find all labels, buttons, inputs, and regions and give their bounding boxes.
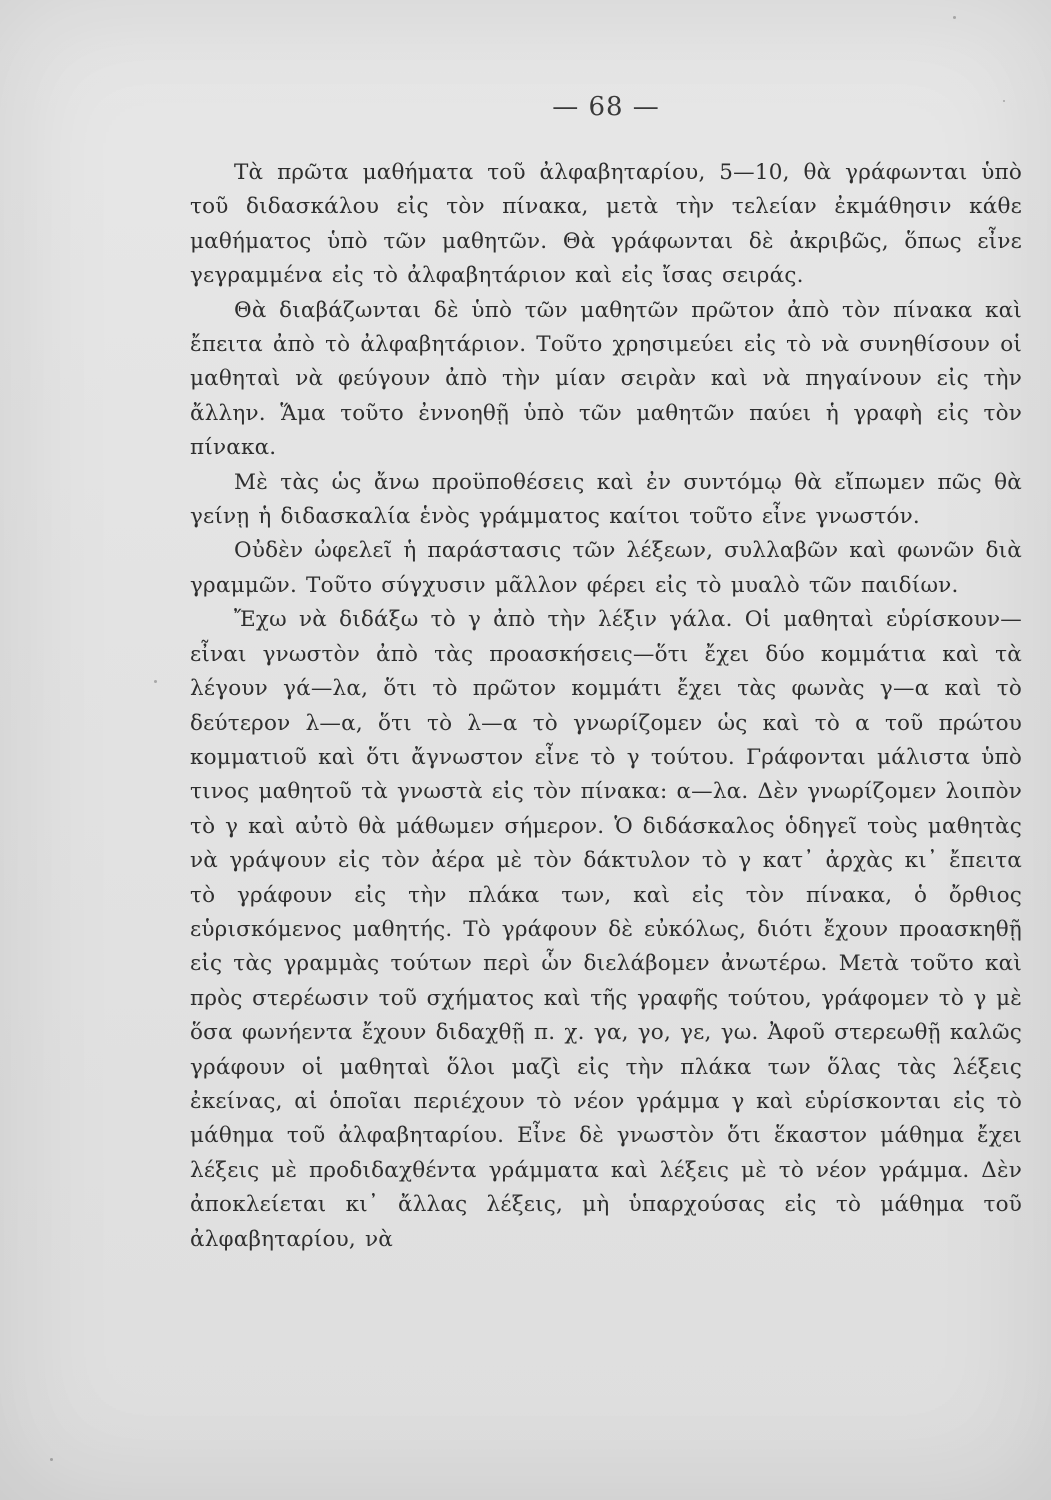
paragraph: Θὰ διαβάζωνται δὲ ὑπὸ τῶν μαθητῶν πρῶτον ἀπὸ τὸν πίνακα καὶ ἔπειτα ἀπὸ τὸ ἀλφαβητάριον. Τοῦτο χρησιμεύει εἰς τὸ νὰ συνηθίσουν οἱ μαθηταὶ νὰ φεύγουν ἀπὸ τὴν μίαν σειρὰν καὶ νὰ πηγαίνουν εἰς τὴν ἄλλην. Ἅμα τοῦτο ἐννοηθῇ ὑπὸ τῶν μαθητῶν παύει ἡ γραφὴ εἰς τὸν πίνακα. [190, 297, 1022, 461]
paragraph: Τὰ πρῶτα μαθήματα τοῦ ἀλφαβηταρίου, 5—10, θὰ γράφωνται ὑπὸ τοῦ διδασκάλου εἰς τὸν πίνακα, μετὰ τὴν τελείαν ἐκμάθησιν κάθε μαθήματος ὑπὸ τῶν μαθητῶν. Θὰ γράφωνται δὲ ἀκριβῶς, ὅπως εἶνε γεγραμμένα εἰς τὸ ἀλφαβητάριον καὶ εἰς ἴσας σειράς. [190, 160, 1022, 289]
page-body [190, 156, 1022, 1257]
paper-speck [154, 680, 157, 683]
paragraph: Μὲ τὰς ὡς ἄνω προϋποθέσεις καὶ ἐν συντόμῳ θὰ εἴπωμεν πῶς θὰ γείνῃ ἡ διδασκαλία ἑνὸς γράμματος καίτοι τοῦτο εἶνε γνωστόν. [190, 469, 1022, 530]
paragraph: Ἔχω νὰ διδάξω τὸ γ ἀπὸ τὴν λέξιν γάλα. Οἱ μαθηταὶ εὑρίσκουν—εἶναι γνωστὸν ἀπὸ τὰς προασκήσεις—ὅτι ἔχει δύο κομμάτια καὶ τὰ λέγουν γά—λα, ὅτι τὸ πρῶτον κομμάτι ἔχει τὰς φωνὰς γ—α καὶ τὸ δεύτερον λ—α, ὅτι τὸ λ—α τὸ γνωρίζομεν ὡς καὶ τὸ α τοῦ πρώτου κομματιοῦ καὶ ὅτι ἄγνωστον εἶνε τὸ γ τούτου. Γράφονται μάλιστα ὑπὸ τινος μαθητοῦ τὰ γνωστὰ εἰς τὸν πίνακα: α—λα. Δὲν γνωρίζομεν λοιπὸν τὸ γ καὶ αὐτὸ θὰ μάθωμεν σήμερον. Ὁ διδάσκαλος ὁδηγεῖ τοὺς μαθητὰς νὰ γράψουν εἰς τὸν ἀέρα μὲ τὸν δάκτυλον τὸ γ κατ᾽ ἀρχὰς κι᾽ ἔπειτα τὸ γράφουν εἰς τὴν πλάκα των, καὶ εἰς τὸν πίνακα, ὁ ὄρθιος εὑρισκόμενος μαθητής. Τὸ γράφουν δὲ εὐκόλως, διότι ἔχουν προασκηθῇ εἰς τὰς γραμμὰς τούτων περὶ ὧν διελάβομεν ἀνωτέρω. Μετὰ τοῦτο καὶ πρὸς στερέωσιν τοῦ σχήματος καὶ τῆς γραφῆς τούτου, γράφομεν τὸ γ μὲ ὅσα φωνήεντα ἔχουν διδαχθῇ π. χ. γα, γο, γε, γω. Ἀφοῦ στερεωθῇ καλῶς γράφουν οἱ μαθηταὶ ὅλοι μαζὶ εἰς τὴν πλάκα των ὅλας τὰς λέξεις ἐκείνας, αἱ ὁποῖαι περιέχουν τὸ νέον γράμμα γ καὶ εὑρίσκονται εἰς τὸ μάθημα τοῦ ἀλφαβηταρίου. Εἶνε δὲ γνωστὸν ὅτι ἕκαστον μάθημα ἔχει λέξεις μὲ προδιδαχθέντα γράμματα καὶ λέξεις μὲ τὸ νέον γράμμα. Δὲν ἀποκλείεται κι᾽ ἄλλας λέξεις, μὴ ὑπαρχούσας εἰς τὸ μάθημα τοῦ ἀλφαβηταρίου, νὰ [190, 607, 1022, 1252]
paper-speck [50, 1458, 53, 1461]
paragraph: Οὐδὲν ὠφελεῖ ἡ παράστασις τῶν λέξεων, συλλαβῶν καὶ φωνῶν διὰ γραμμῶν. Τοῦτο σύγχυσιν μᾶλλον φέρει εἰς τὸ μυαλὸ τῶν παιδίων. [190, 538, 1022, 598]
page-number: — 68 — [552, 92, 660, 122]
paper-speck [1003, 100, 1005, 102]
paper-speck [953, 16, 956, 19]
